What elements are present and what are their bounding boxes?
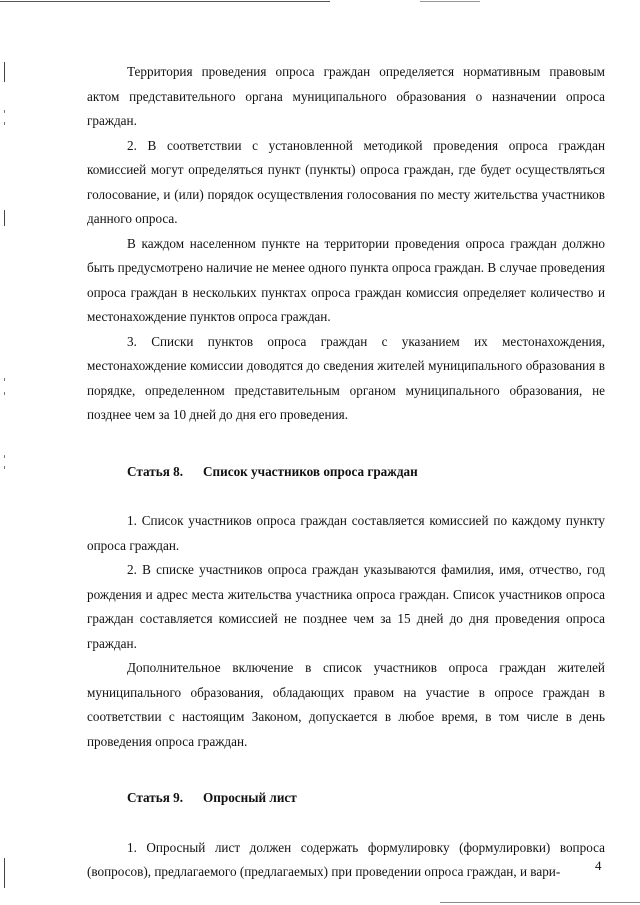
paragraph: 2. В списке участников опроса граждан указываются фамилия, имя, отчество, год рождения и адрес места жительства участника опроса граждан. Список участников опроса граждан составляется комиссией не позднее чем за 15 дней до дня проведения опроса граждан. [87,562,605,651]
document-page [87,60,605,885]
article-title: Список участников опроса граждан [203,463,418,479]
article-8-heading [127,460,605,485]
paragraph: 1. Опросный лист должен содержать формулировку (формулировки) вопроса (вопросов), предлагаемого (предлагаемых) при проведении опроса граждан, и вари- [87,839,605,879]
article-9-heading [127,786,605,811]
margin-dot [4,392,5,395]
article-number: Статья 8. [127,463,184,479]
scan-top-rule-fragment [420,1,480,2]
margin-dot [4,466,5,469]
margin-binding-mark [4,858,5,888]
article-title: Опросный лист [203,790,297,805]
margin-binding-mark [4,62,5,82]
paragraph: Территория проведения опроса граждан определяется нормативным правовым актом представительного органа муниципального образования о назначении опроса граждан. [87,64,605,128]
margin-dot [4,122,5,125]
margin-binding-mark [4,210,5,226]
scan-bottom-rule [440,902,640,903]
margin-dot [4,110,5,113]
paragraph: 3. Списки пунктов опроса граждан с указанием их местонахождения, местонахождение комиссии доводятся до сведения жителей муниципального образования в порядке, определенном представительным органом муниципального образования, не позднее чем за 10 дней до дня его проведения. [87,333,605,422]
scan-top-rule [0,1,330,2]
paragraph: 1. Список участников опроса граждан составляется комиссией по каждому пункту опроса граждан. [87,513,605,553]
paragraph: 2. В соответствии с установленной методикой проведения опроса граждан комиссией могут определяться пункт (пункты) опроса граждан, где будет осуществляться голосование, и (или) порядок осуществления голосования по месту жительства участников данного опроса. [87,137,605,226]
paragraph: В каждом населенном пункте на территории проведения опроса граждан должно быть предусмотрено наличие не менее одного пункта опроса граждан. В случае проведения опроса граждан в нескольких пунктах опроса граждан комиссия определяет количество и местонахождение пунктов опроса граждан. [87,235,605,324]
page-number: 4 [595,858,602,873]
margin-dot [4,455,5,458]
margin-dot [4,378,5,381]
paragraph: Дополнительное включение в список участников опроса граждан жителей муниципального образования, обладающих правом на участие в опросе граждан в соответствии с настоящим Законом, допускается в любое время, в том числе в день проведения опроса граждан. [87,660,605,749]
article-number: Статья 9. [127,790,184,805]
